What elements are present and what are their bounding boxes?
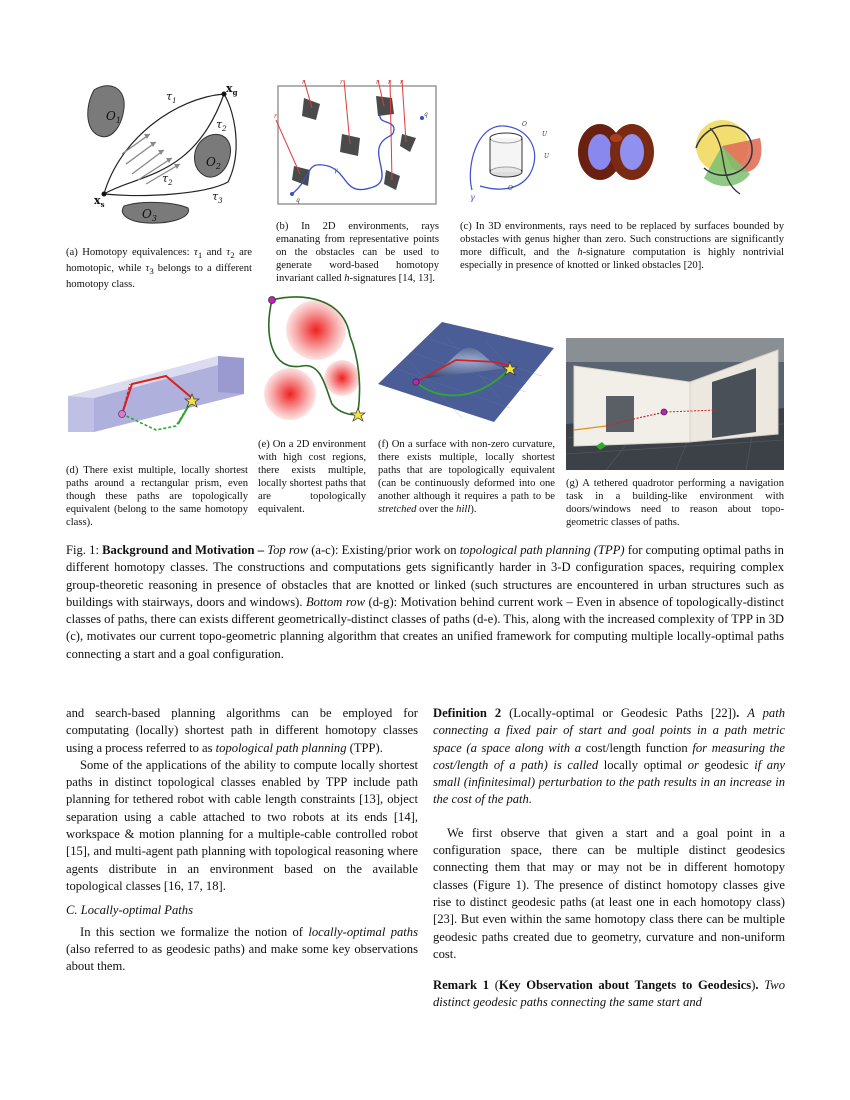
label-tau2-upper: τ: [216, 118, 223, 131]
figure-e: [262, 292, 372, 424]
quadrotor-photo: [566, 338, 784, 470]
label-tau3: τ: [212, 190, 219, 203]
caption-g: (g) A tethered quadrotor performing a navigation task in a building-like environment with doors/windows need to reason about topo-geometric classes of paths.: [566, 478, 784, 529]
qs-label: q: [296, 197, 300, 204]
svg-text:O3: $O_3$: [142, 207, 157, 223]
figure-g: [566, 338, 784, 470]
left-column: [66, 705, 418, 975]
rays-diagram: [274, 76, 440, 208]
caption-a: (a) Homotopy equivalences: $\tau_1$ and $\tau_2$ are homotopic, while $\tau_3$ belongs to a different homotopy class.: [66, 247, 253, 291]
label-xs: x: [94, 194, 101, 207]
ray-label-2: r: [340, 79, 343, 86]
ray-label-4: r: [388, 79, 391, 86]
figure-1-caption: Fig. 1: Background and Motivation – Top row (a-c): Existing/prior work on topological path planning (TPP) for computing optimal paths in different homotopy classes. The constructions and computations gets significantly harder in 3-D configuration spaces, requiring complex group-theoretic reasoning in presence of obstacles that are knotted or linked (such structures are encountered in urban structures such as buildings with stairways, doors and windows). Bottom row (d-g): Motivation behind current work – Even in absence of topologically-distinct classes of paths, there can exists different geometrically-distinct classes of paths (d-e). This, along with the increased complexity of TPP in 3D (c), motivates our current topo-geometric planning algorithm that creates an unified framework for computing multiple locally-optimal paths connecting a start and a goal configuration.: [66, 543, 784, 661]
caption-f: (f) On a surface with non-zero curvature, there exists multiple, locally shortest paths that are topologically equivalent (can be continuously deformed into one another although it requires a path to be stretched over the hill).: [378, 439, 555, 516]
figure-f: [376, 318, 556, 426]
ray-label-1: r: [302, 79, 305, 86]
figure-b: [274, 76, 440, 208]
svg-text:O1: $O_1$: [106, 109, 121, 125]
left-paragraph-1: and search-based planning algorithms can be employed for computating (locally) shortest path in different homotopy classes using a process referred to as topological path planning (TPP).: [66, 706, 418, 755]
svg-text:xg: $x_g$: [226, 82, 238, 97]
o2-label-3d: O: [508, 185, 513, 192]
label-o3: O: [142, 207, 152, 221]
gamma-label: γ: [334, 167, 338, 174]
prism-paths: [66, 350, 246, 432]
homotopy-diagram: [66, 78, 254, 236]
svg-text:τ3: $\tau_3$: [212, 190, 223, 205]
ray-label-5: r: [400, 79, 403, 86]
linked-tori: [578, 124, 654, 180]
knotted-surface: [696, 120, 761, 194]
section-heading-c: C. Locally-optimal Paths: [66, 903, 193, 918]
caption-d: (d) There exist multiple, locally shortest paths around a rectangular prism, even though these paths are topologically equivalent (belong to the same homotopy class).: [66, 465, 248, 529]
definition-2: Definition 2 (Locally-optimal or Geodesic Paths [22]). A path connecting a fixed pair of start and goal points in a path metric space (a space along with a cost/length function for measuring the cost/length of a path) is called locally optimal or geodesic if any small (infinitesimal) perturbation to the path results in an increase in the cost of the path.: [433, 706, 785, 807]
qg-label: q: [424, 111, 428, 118]
caption-c: (c) In 3D environments, rays need to be replaced by surfaces bounded by obstacles with genus higher than zero. Such constructions are significantly more difficult, and the h-signature computation is highly nontrivial especially in presence of knotted or linked obstacles [20].: [460, 221, 784, 272]
ray-label-6: r: [274, 113, 277, 120]
gamma-label-3d: γ: [470, 193, 475, 202]
label-o1: O: [106, 109, 116, 123]
svg-text:τ1: $\tau_1$: [166, 90, 177, 105]
figure-a: [66, 78, 254, 236]
curved-surface-paths: [376, 318, 556, 426]
u2-label-3d: U: [544, 153, 550, 160]
3d-obstacles-diagram: [460, 108, 784, 208]
label-tau1: τ: [166, 90, 173, 103]
figure-d: [66, 350, 246, 432]
svg-text:O2: $O_2$: [206, 155, 221, 171]
figure-c: [460, 108, 784, 208]
right-paragraph-1: We first observe that given a start and a goal point in a configuration space, there can be multiple distinct geodesics connecting them that may or may not be in different homotopy classes (Figure 1). The presence of distinct homotopy classes give rise to distinct geodesic paths (at least one in each homotopy class) [23]. But even within the same homotopy class there can be multiple geodesic paths created due to geometry, curvature and non-uniform cost.: [433, 825, 785, 961]
left-paragraph-3: In this section we formalize the notion of locally-optimal paths (also referred to as geodesic paths) and make some key observations about them.: [66, 924, 418, 974]
caption-b: (b) In 2D environments, rays emanating from representative points on the obstacles can be used to generate word-based homotopy invariant called h-signatures [14, 13].: [276, 221, 439, 285]
label-tau2-lower: τ: [162, 172, 169, 185]
ray-label-3: r: [376, 79, 379, 86]
label-xg: x: [226, 82, 233, 95]
left-paragraph-2: Some of the applications of the ability to compute locally shortest paths in distinct topological classes enabled by TPP include path planning for tethered robot with cable length constraints [13], object separation using a cable attached to two robots at its ends [14], workspace & motion planning for a multiple-cable controlled robot [15], and multi-agent path planning with topological reasoning where agents distribute in an environment based on the available topological classes [16, 17, 18].: [66, 757, 418, 893]
cost-regions-paths: [262, 292, 372, 424]
svg-text:xs: $x_s$: [94, 194, 105, 209]
label-o2: O: [206, 155, 216, 169]
caption-e: (e) On a 2D environment with high cost regions, there exists multiple, locally shortest paths that are topologically equivalent.: [258, 439, 366, 516]
svg-text:τ2: $\tau_2$: [216, 118, 227, 133]
remark-1: Remark 1 (Key Observation about Tangets to Geodesics). Two distinct geodesic paths connecting the same start and: [433, 978, 785, 1010]
right-column: [433, 705, 785, 1012]
svg-text:τ2: $\tau_2$: [162, 172, 173, 187]
o1-label-3d: O: [522, 121, 527, 128]
u1-label-3d: U: [542, 131, 548, 138]
